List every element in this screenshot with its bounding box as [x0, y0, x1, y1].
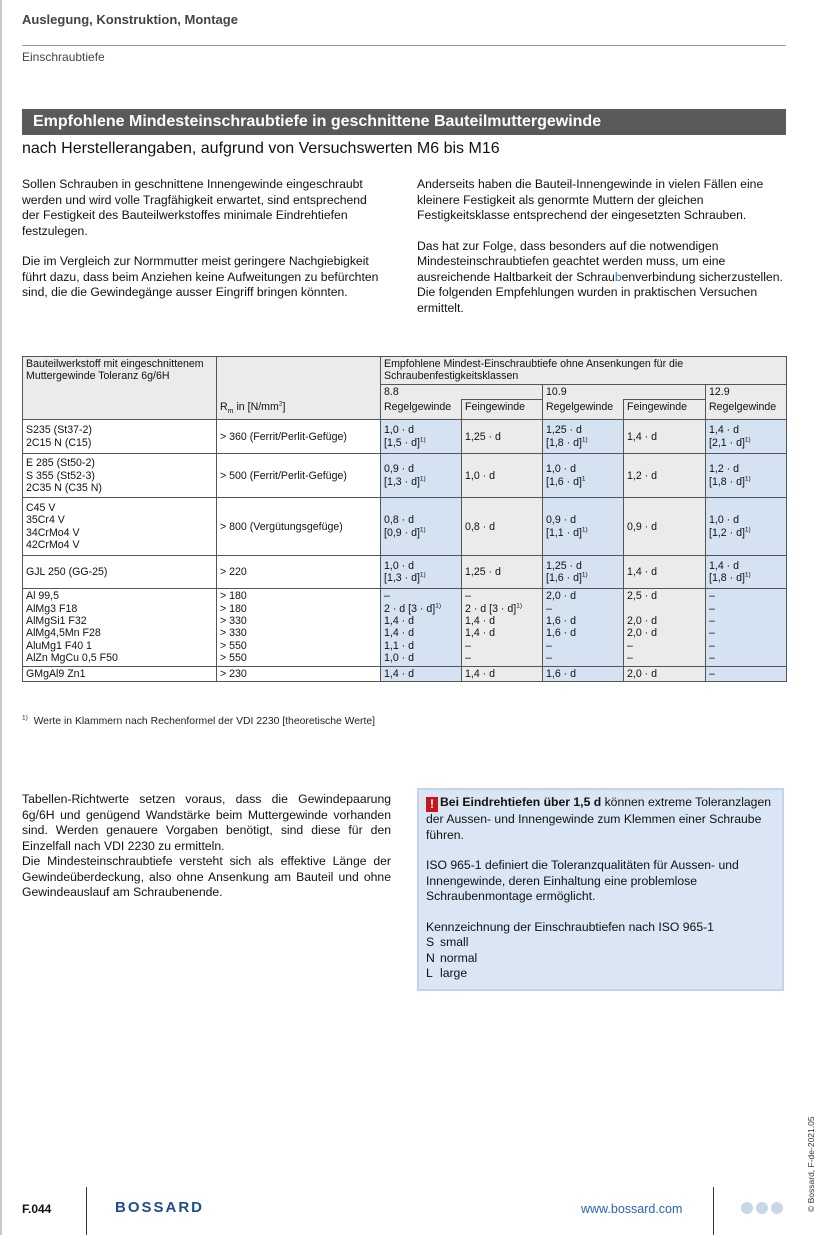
intro-right-paragraph-2: Das hat zur Folge, dass besonders auf die notwendigen Mindesteinschraubtiefen geachtet werden muss, um eine ausreichende Haltbarkeit der Schraubenverbindung sicherzustellen. Die folgenden Empfehlungen wurden in praktischen Versuchen ermittelt.	[417, 238, 783, 315]
table-header-row-1	[23, 357, 787, 385]
chapter-subtitle: Einschraubtiefe	[22, 50, 105, 64]
cell-material: S235 (St37-2) 2C15 N (C15)	[23, 420, 217, 454]
cell-10-9-regel: 0,9 · d $[1,1 \cdot d]^{1)}$	[543, 498, 624, 556]
cell-10-9-fein: 1,4 · d	[624, 420, 706, 454]
iso-label: Kennzeichnung der Einschraubtiefen nach ISO 965-1	[426, 919, 714, 934]
cell-10-9-fein-list: 2,5 · d 2,0 · d 2,0 · d – –	[624, 589, 706, 666]
section-subtitle: nach Herstellerangaben, aufgrund von Versuchswerten M6 bis M16	[22, 140, 500, 157]
footer-divider-left	[86, 1187, 87, 1235]
table-row	[23, 556, 787, 589]
intro-left-column	[22, 177, 387, 316]
intro-right-paragraph-1: Anderseits haben die Bauteil-Innengewinde in vielen Fällen eine kleinere Festigkeit als genormte Muttern der gleichen Festigkeitsklasse entsprechend der eingesetzten Schrauben.	[417, 177, 764, 222]
intro-left-paragraph-1: Sollen Schrauben in geschnittene Innengewinde eingeschraubt werden und wird volle Tragfähigkeit erwartet, sind entsprechend der Festigkeit des Bauteilwerkstoffes minimale Eindrehtiefen festzulegen.	[22, 177, 367, 238]
cell-10-9-regel: 1,6 · d	[543, 666, 624, 681]
cell-8-8-fein: 0,8 · d	[462, 498, 543, 556]
cell-material: GJL 250 (GG-25)	[23, 556, 217, 589]
header-material-cont	[23, 400, 217, 420]
cell-rm: > 800 (Vergütungsgefüge)	[217, 498, 381, 556]
bottom-left-paragraph-2: Die Mindesteinschraubtiefe versteht sich als effektive Länge der Gewindeüberdeckung, also ohne Ansenkung am Bauteil und ohne Gewindeauslauf am Schraubenende.	[22, 854, 391, 899]
footer-divider-right	[713, 1187, 714, 1235]
header-fein-10-9: Feingewinde	[624, 400, 706, 420]
cell-10-9-fein: 0,9 · d	[624, 498, 706, 556]
table-row	[23, 666, 787, 681]
header-fein-8-8: Feingewinde	[462, 400, 543, 420]
cell-10-9-fein: 1,4 · d	[624, 556, 706, 589]
cell-8-8-regel: 1,0 · d $[1,5 \cdot d]^{1)}$	[381, 420, 462, 454]
cell-8-8-regel-list: – 2 · d $[3 \cdot d]^{1)}$ 1,4 · d 1,4 · d 1,1 · d 1,0 · d	[381, 589, 462, 666]
cell-8-8-regel: 1,4 · d	[381, 666, 462, 681]
cell-8-8-fein-list: – 2 · d $[3 \cdot d]^{1)}$ 1,4 · d 1,4 · d – –	[462, 589, 543, 666]
left-margin-rule	[0, 0, 2, 1235]
header-class-8-8: 8.8	[381, 384, 543, 399]
cell-8-8-fein: 1,25 · d	[462, 556, 543, 589]
dot-icon	[741, 1202, 753, 1214]
cell-12-9-regel: 1,2 · d $[1,8 \cdot d]^{1)}$	[706, 454, 787, 498]
header-regel-12-9: Regelgewinde	[706, 400, 787, 420]
intro-right-column	[417, 177, 787, 331]
table-row	[23, 454, 787, 498]
header-regel-10-9: Regelgewinde	[543, 400, 624, 420]
tolerance-item: N normal	[426, 950, 478, 965]
header-class-10-9: 10.9	[543, 384, 706, 399]
cell-rm: > 360 (Ferrit/Perlit-Gefüge)	[217, 420, 381, 454]
cell-8-8-fein: 1,0 · d	[462, 454, 543, 498]
table-row-aluminium-group	[23, 589, 787, 666]
cell-8-8-regel: 0,8 · d $[0,9 \cdot d]^{1)}$	[381, 498, 462, 556]
warning-note-box	[417, 788, 784, 991]
cell-material-list: Al 99,5 AlMg3 F18 AlMgSi1 F32 AlMg4,5Mn F28 AluMg1 F40 1 AlZn MgCu 0,5 F50	[23, 589, 217, 666]
website-link[interactable]: www.bossard.com	[581, 1202, 683, 1216]
dot-icon	[771, 1202, 783, 1214]
cell-rm-list: > 180 > 180 > 330 > 330 > 550 > 550	[217, 589, 381, 666]
decorative-dots	[741, 1201, 786, 1219]
warning-bold-text: Bei Eindrehtiefen über 1,5 d	[440, 795, 602, 809]
cell-10-9-fein: 1,2 · d	[624, 454, 706, 498]
cell-10-9-fein: 2,0 · d	[624, 666, 706, 681]
cell-12-9-regel: 1,0 · d $[1,2 \cdot d]^{1)}$	[706, 498, 787, 556]
text-cursor-highlight: b	[614, 269, 622, 284]
warning-exclamation-icon: !	[426, 797, 438, 812]
page-number: F.044	[22, 1202, 52, 1216]
table-footnote: $^{1)}$ Werte in Klammern nach Rechenformel der VDI 2230 [theoretische Werte]	[22, 714, 376, 727]
cell-10-9-regel: 1,25 · d $[1,8 \cdot d]^{1)}$	[543, 420, 624, 454]
table-row	[23, 420, 787, 454]
bossard-logo: BOSSARD	[115, 1199, 205, 1216]
dot-icon	[756, 1202, 768, 1214]
header-class-12-9: 12.9	[706, 384, 787, 399]
cell-8-8-fein: 1,4 · d	[462, 666, 543, 681]
header-divider	[22, 45, 786, 46]
tolerance-item: L large	[426, 966, 468, 980]
cell-12-9-regel: 1,4 · d $[1,8 \cdot d]^{1)}$	[706, 556, 787, 589]
cell-material: GMgAl9 Zn1	[23, 666, 217, 681]
cell-material: E 285 (St50-2) S 355 (St52-3) 2C35 N (C35 N)	[23, 454, 217, 498]
section-title-bar	[22, 109, 786, 135]
warning-note-paragraph: ! Bei Eindrehtiefen über 1,5 d können extreme Toleranzlagen der Aussen- und Innengewinde zum Klemmen einer Schraube führen.	[426, 795, 772, 842]
bottom-left-text	[22, 792, 391, 901]
cell-8-8-regel: 0,9 · d $[1,3 \cdot d]^{1)}$	[381, 454, 462, 498]
cell-material: C45 V 35Cr4 V 34CrMo4 V 42CrMo4 V	[23, 498, 217, 556]
intro-left-paragraph-2: Die im Vergleich zur Normmutter meist geringere Nachgiebigkeit führt dazu, dass beim Anziehen keine Aufweitungen zu befürchten sind, die die Gewindegänge ausser Eingriff bringen könnten.	[22, 254, 379, 299]
bottom-left-paragraph-1: Tabellen-Richtwerte setzen voraus, dass die Gewindepaarung 6g/6H und genügend Wandstärke beim Muttergewinde vorhanden sind. Werden genauere Vorgaben benötigt, sind diese für den Einzelfall nach VDI 2230 zu ermitteln.	[22, 792, 391, 853]
cell-10-9-regel: 1,25 · d $[1,6 \cdot d]^{1)}$	[543, 556, 624, 589]
header-rm: $R_m$ in $[N/mm^2]$	[217, 400, 381, 420]
cell-rm: > 220	[217, 556, 381, 589]
cell-rm: > 230	[217, 666, 381, 681]
section-title: Empfohlene Mindesteinschraubtiefe in geschnittene Bauteilmuttergewinde	[33, 113, 602, 130]
einschraubtiefe-table	[22, 356, 787, 682]
table-row	[23, 498, 787, 556]
copyright-note: © Bossard, F-de-2021.05	[806, 1116, 816, 1212]
chapter-title: Auslegung, Konstruktion, Montage	[22, 12, 238, 27]
header-regel-8-8: Regelgewinde	[381, 400, 462, 420]
cell-10-9-regel-list: 2,0 · d – 1,6 · d 1,6 · d – –	[543, 589, 624, 666]
table-header-row-3	[23, 400, 787, 420]
cell-12-9-regel: 1,4 · d $[2,1 \cdot d]^{1)}$	[706, 420, 787, 454]
header-recommendation: Empfohlene Mindest-Einschraubtiefe ohne Ansenkungen für die Schraubenfestigkeitsklassen	[381, 357, 787, 385]
cell-rm: > 500 (Ferrit/Perlit-Gefüge)	[217, 454, 381, 498]
cell-10-9-regel: 1,0 · d $[1,6 \cdot d]^1$	[543, 454, 624, 498]
header-material: Bauteilwerkstoff mit eingeschnittenem Muttergewinde Toleranz 6g/6H	[23, 357, 217, 400]
tolerance-item: S small	[426, 935, 469, 949]
header-material-spacer	[217, 357, 381, 400]
cell-8-8-fein: 1,25 · d	[462, 420, 543, 454]
iso-note-paragraph: ISO 965-1 definiert die Toleranzqualitäten für Aussen- und Innengewinde, deren Einhaltung eine problemlose Schraubenmontage ermöglicht.	[426, 858, 739, 903]
cell-12-9-regel: –	[706, 666, 787, 681]
cell-12-9-regel-list: – – – – – –	[706, 589, 787, 666]
cell-8-8-regel: 1,0 · d $[1,3 \cdot d]^{1)}$	[381, 556, 462, 589]
